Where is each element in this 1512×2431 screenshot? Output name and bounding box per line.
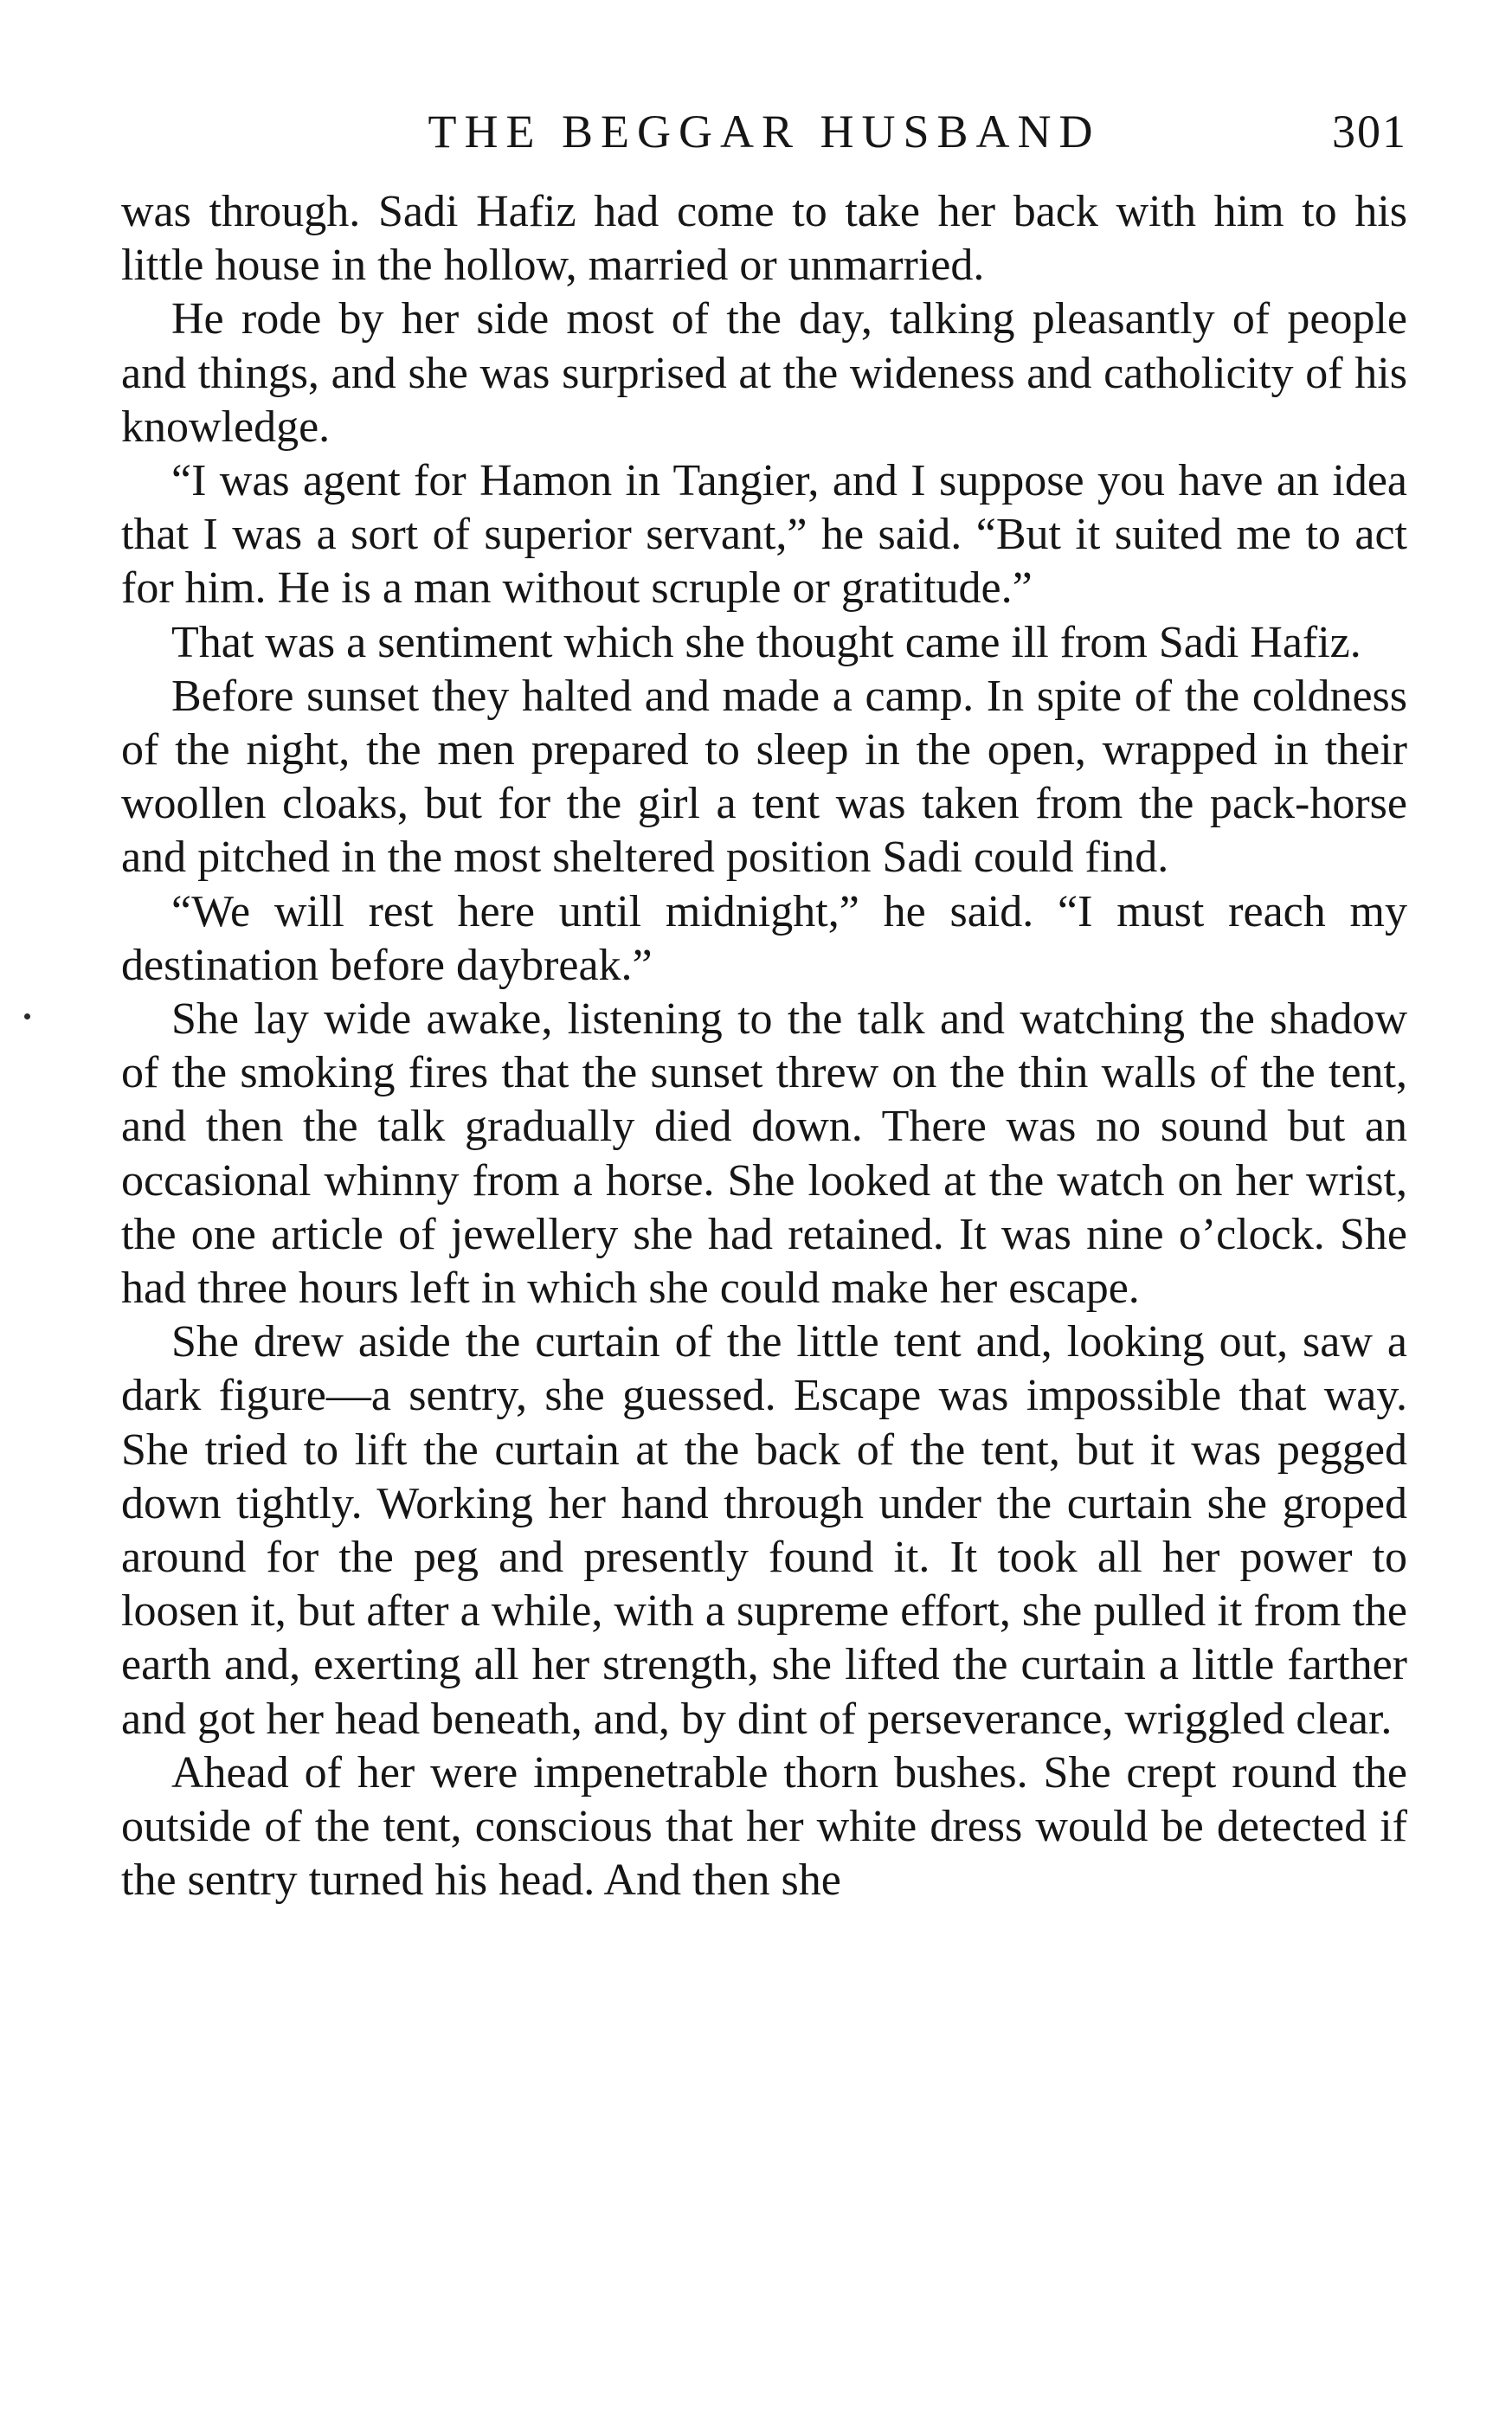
running-title: THE BEGGAR HUSBAND xyxy=(428,106,1101,158)
paragraph-6: “We will rest here until midnight,” he said. “I must reach my destination before daybreak.” xyxy=(121,886,1407,990)
paragraph-7: She lay wide awake, listening to the talk and watching the shadow of the smoking fires that the sunset threw on the thin walls of the tent, and then the talk gradually died down. There was no sound but an occasional whinny from a horse. She looked at the watch on her wrist, the one article of jewellery she had retained. It was nine o’clock. She had three hours left in which she could make her escape. xyxy=(121,994,1407,1314)
paragraph-2: He rode by her side most of the day, talking pleasantly of people and things, and she was surprised at the wideness and catholicity of his knowledge. xyxy=(121,294,1407,452)
paragraph-3: “I was agent for Hamon in Tangier, and I suppose you have an idea that I was a sort of superior servant,” he said. “But it suited me to act for him. He is a man without scruple or gratitude.” xyxy=(121,456,1407,614)
paragraph-1: was through. Sadi Hafiz had come to take her back with him to his little house in the hollow, married or unmarried. xyxy=(121,187,1407,291)
margin-dot xyxy=(24,1013,30,1019)
running-head xyxy=(121,97,1407,166)
body-text xyxy=(121,185,1407,1908)
page-number: 301 xyxy=(1332,106,1407,158)
paragraph-9: Ahead of her were impenetrable thorn bushes. She crept round the outside of the tent, conscious that her white dress would be detected if the sentry turned his head. And then she xyxy=(121,1747,1407,1906)
paragraph-5: Before sunset they halted and made a camp. In spite of the coldness of the night, the men prepared to sleep in the open, wrapped in their woollen cloaks, but for the girl a tent was taken from the pack-horse and pitched in the most sheltered position Sadi could find. xyxy=(121,671,1407,883)
paragraph-8: She drew aside the curtain of the little tent and, looking out, saw a dark figure—a sentry, she guessed. Escape was impossible that way. She tried to lift the curtain at the back of the tent, but it was pegged down tightly. Working her hand through under the curtain she groped around for the peg and presently found it. It took all her power to loosen it, but after a while, with a supreme effort, she pulled it from the earth and, exerting all her strength, she lifted the curtain a little farther and got her head beneath, and, by dint of perseverance, wriggled clear. xyxy=(121,1317,1407,1744)
paragraph-4: That was a sentiment which she thought came ill from Sadi Hafiz. xyxy=(171,617,1361,667)
